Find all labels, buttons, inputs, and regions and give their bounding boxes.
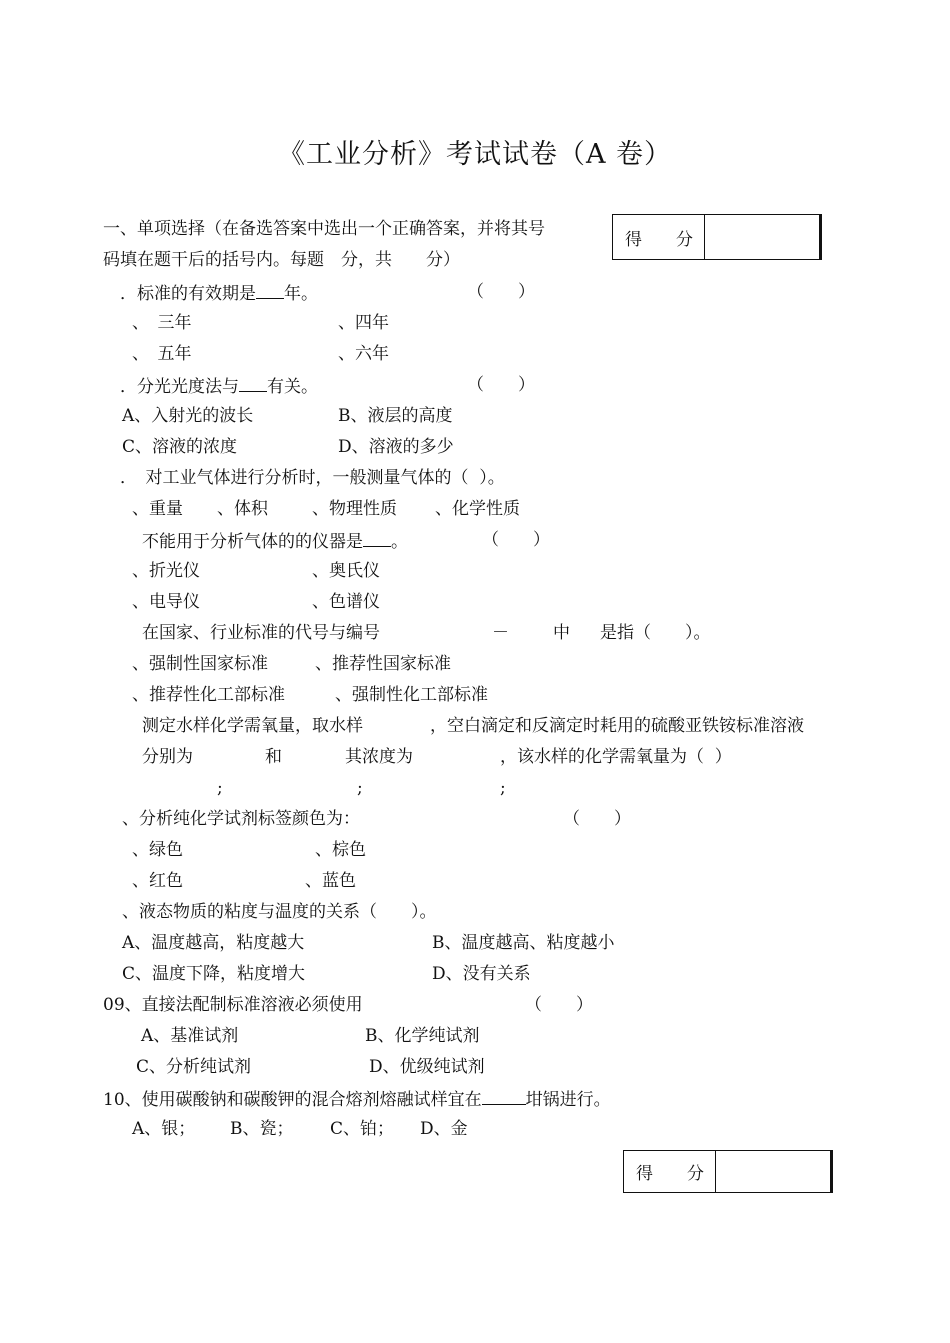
- q4-stem: 不能用于分析气体的的仪器是: [142, 532, 363, 552]
- question-3: ． 对工业气体进行分析时，一般测量气体的（ ）。: [120, 468, 505, 488]
- question-10: [103, 1087, 611, 1111]
- q4-blank: [363, 529, 391, 547]
- q2-blank: [239, 374, 267, 392]
- score-label: 得 分: [613, 215, 705, 259]
- question-7: 、分析纯化学试剂标签颜色为：: [122, 809, 360, 829]
- q2-option-c: C、溶液的浓度: [122, 437, 238, 457]
- q5-dash: －: [492, 623, 509, 643]
- q7-paren: （ ）: [563, 809, 631, 829]
- q3-option-c: 、物理性质: [312, 499, 397, 519]
- q2-stem-after: 有关。: [267, 377, 318, 397]
- q2-option-d: D、溶液的多少: [338, 437, 454, 457]
- question-5-stem: 在国家、行业标准的代号与编号: [142, 623, 380, 643]
- q8-option-c: C、温度下降，粘度增大: [122, 964, 306, 984]
- q1-option-a: 、 三年: [132, 313, 192, 333]
- q3-option-a: 、重量: [132, 499, 183, 519]
- q6-separator-2: ;: [357, 778, 363, 798]
- score-value-cell[interactable]: [716, 1151, 830, 1192]
- section1-heading-line1: 一、单项选择（在备选答案中选出一个正确答案，并将其号: [103, 219, 545, 239]
- question-8: 、液态物质的粘度与温度的关系（ ）。: [122, 902, 437, 922]
- q5-option-b: 、推荐性国家标准: [315, 654, 451, 674]
- question-4: [142, 529, 408, 553]
- score-value-cell[interactable]: [705, 215, 819, 259]
- q6-line2-b: 和: [265, 747, 282, 767]
- q9-option-b: B、化学纯试剂: [365, 1026, 480, 1046]
- q10-blank: [482, 1087, 526, 1105]
- q6-line2-a: 分别为: [142, 747, 193, 767]
- q5-option-c: 、推荐性化工部标准: [132, 685, 285, 705]
- q1-paren: （ ）: [467, 282, 535, 302]
- q7-option-d: 、蓝色: [305, 871, 356, 891]
- q5-option-d: 、强制性化工部标准: [335, 685, 488, 705]
- q5-middle: 中: [553, 623, 570, 643]
- score-label: 得 分: [624, 1151, 716, 1192]
- q9-paren: （ ）: [525, 995, 593, 1015]
- q8-option-b: B、温度越高、粘度越小: [432, 933, 615, 953]
- q2-option-a: A、入射光的波长: [122, 406, 254, 426]
- q2-paren: （ ）: [467, 375, 535, 395]
- q10-option-c: C、铂；: [330, 1119, 395, 1139]
- q6-line2-c: 其浓度为: [345, 747, 413, 767]
- q9-option-d: D、优级纯试剂: [369, 1057, 485, 1077]
- q3-option-b: 、体积: [217, 499, 268, 519]
- section1-heading-line2: 码填在题干后的括号内。每题 分，共 分）: [103, 250, 460, 270]
- q1-option-c: 、 五年: [132, 344, 192, 364]
- q6-separator-1: ;: [217, 778, 223, 798]
- q1-option-b: 、四年: [338, 313, 389, 333]
- q9-option-a: A、基准试剂: [141, 1026, 239, 1046]
- q6-separator-3: ;: [500, 778, 506, 798]
- score-box-section1: [612, 214, 822, 260]
- q8-option-d: D、没有关系: [432, 964, 531, 984]
- q6-line1-a: 测定水样化学需氧量，取水样: [142, 716, 363, 736]
- q1-option-d: 、六年: [338, 344, 389, 364]
- q1-blank: [256, 281, 284, 299]
- question-1: [120, 281, 318, 305]
- q4-option-c: 、电导仪: [132, 592, 200, 612]
- q4-stem-after: 。: [391, 532, 408, 552]
- q5-option-a: 、强制性国家标准: [132, 654, 268, 674]
- q4-option-a: 、折光仪: [132, 561, 200, 581]
- q9-option-c: C、分析纯试剂: [136, 1057, 252, 1077]
- q10-option-b: B、瓷；: [230, 1119, 294, 1139]
- q7-option-a: 、绿色: [132, 840, 183, 860]
- q5-stem-after: 是指（ ）。: [600, 623, 711, 643]
- q10-option-a: A、银；: [132, 1119, 196, 1139]
- q4-paren: （ ）: [482, 530, 550, 550]
- q10-stem-after: 坩锅进行。: [525, 1090, 611, 1110]
- question-2: [120, 374, 318, 398]
- q4-option-d: 、色谱仪: [312, 592, 380, 612]
- q7-option-b: 、棕色: [315, 840, 366, 860]
- exam-title: 《工业分析》考试试卷（A 卷）: [277, 139, 673, 170]
- q8-option-a: A、温度越高，粘度越大: [122, 933, 305, 953]
- q4-option-b: 、奥氏仪: [312, 561, 380, 581]
- q6-line1-b: ，空白滴定和反滴定时耗用的硫酸亚铁铵标准溶液: [430, 716, 804, 736]
- question-9: 09、直接法配制标准溶液必须使用: [103, 995, 363, 1015]
- q7-option-c: 、红色: [132, 871, 183, 891]
- q10-option-d: D、金: [420, 1119, 468, 1139]
- q6-line2-d: ，该水样的化学需氧量为（ ）: [500, 747, 732, 767]
- q3-option-d: 、化学性质: [435, 499, 520, 519]
- q2-option-b: B、液层的高度: [338, 406, 453, 426]
- score-box-section2: [623, 1150, 833, 1193]
- q10-stem: 10、使用碳酸钠和碳酸钾的混合熔剂熔融试样宜在: [103, 1090, 482, 1110]
- q1-stem-after: 年。: [284, 284, 318, 304]
- q2-stem: ．分光光度法与: [120, 377, 239, 397]
- q1-stem: ．标准的有效期是: [120, 284, 256, 304]
